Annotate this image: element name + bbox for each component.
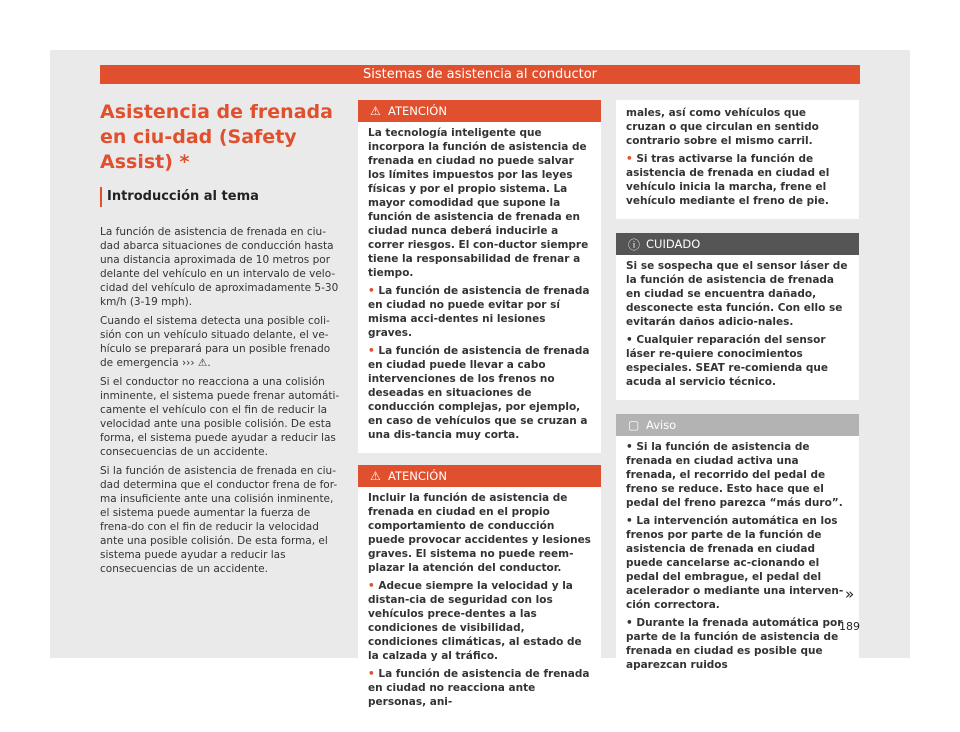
warning-text: La tecnología inteligente que incorpora la función de asistencia de frenada en ciudad no puede salvar los límites impuestos por las leyes físicas y por el propio sistema. La mayor comodidad que supone la función de asistencia de frenada en ciudad nunca deberá inducirle a correr riesgos. El con-ductor siempre tiene la responsabilidad de frenar a tiempo. bbox=[368, 127, 589, 279]
bullet-icon: • bbox=[626, 617, 637, 629]
bullet-icon: • bbox=[626, 515, 637, 527]
page-title: Asistencia de frenada en ciu-dad (Safety Assist) * bbox=[100, 101, 333, 173]
warning-header bbox=[358, 465, 601, 487]
warning-heading: ATENCIÓN bbox=[388, 104, 447, 118]
caution-body bbox=[616, 255, 859, 400]
bullet-text: La intervención automática en los frenos por parte de la función de asistencia de frenada en ciudad puede cancelarse ac-cionando el pedal del embrague, el pedal del acelerador o mediante una interven-ción correctora. bbox=[626, 515, 844, 611]
bullet-item bbox=[368, 667, 591, 709]
bullet-text: Adecue siempre la velocidad y la distan-cia de seguridad con los vehículos prece-dentes a las condiciones de visibilidad, condiciones climáticas, al estado de la calzada y al tráfico. bbox=[368, 580, 582, 662]
bullet-text: Cualquier reparación del sensor láser re-quiere conocimientos especiales. SEAT re-comienda que acuda al servicio técnico. bbox=[626, 334, 828, 388]
caution-heading: CUIDADO bbox=[646, 237, 701, 251]
column-notes bbox=[616, 100, 859, 695]
continue-arrow-icon: » bbox=[845, 585, 855, 603]
warning-continuation-box bbox=[616, 100, 859, 219]
bullet-icon: • bbox=[368, 345, 379, 357]
bullet-text: Si tras activarse la función de asistencia de frenada en ciudad el vehículo inicia la marcha, frene el vehículo mediante el freno de pie. bbox=[626, 153, 830, 207]
note-box bbox=[616, 414, 859, 683]
paragraph: La función de asistencia de frenada en ciu-dad abarca situaciones de conducción hasta una distancia aproximada de 10 metros por delante del vehículo en un intervalo de velo-cidad del vehículo de aproximadamente 5-30 km/h (3-19 mph). bbox=[100, 226, 339, 308]
bullet-icon: • bbox=[368, 580, 379, 592]
bullet-text: La función de asistencia de frenada en ciudad no puede evitar por sí misma acci-dentes ni lesiones graves. bbox=[368, 285, 590, 339]
paragraph: Si el conductor no reacciona a una colisión inminente, el sistema puede frenar automáti-camente el vehículo con el fin de reducir la velocidad ante una posible colisión. De esta forma, el sistema puede ayudar a reducir las consecuencias de un accidente. bbox=[100, 376, 340, 458]
bullet-text: La función de asistencia de frenada en ciudad no reacciona ante personas, ani- bbox=[368, 668, 590, 708]
bullet-item bbox=[626, 152, 849, 208]
bullet-icon: • bbox=[626, 334, 637, 346]
warning-triangle-icon: ⚠ bbox=[370, 104, 381, 118]
note-header bbox=[616, 414, 859, 436]
bullet-item bbox=[626, 514, 849, 612]
bullet-item bbox=[626, 616, 849, 672]
note-heading: Aviso bbox=[646, 418, 677, 432]
warning-box bbox=[358, 100, 601, 453]
info-circle-icon: ⓘ bbox=[628, 237, 641, 252]
warning-heading: ATENCIÓN bbox=[388, 469, 447, 483]
bullet-icon: • bbox=[626, 441, 637, 453]
bullet-text: Si la función de asistencia de frenada en ciudad activa una frenada, el recorrido del pedal de freno se reduce. Esto hace que el pedal del freno parezca “más duro”. bbox=[626, 441, 843, 509]
caution-text: Si se sospecha que el sensor láser de la función de asistencia de frenada en ciudad se encuentra dañado, desconecte esta función. Con ello se evitarán daños adicio-nales. bbox=[626, 260, 848, 328]
note-icon: ▢ bbox=[628, 418, 640, 432]
section-subtitle: Introducción al tema bbox=[100, 187, 343, 207]
warning-box bbox=[358, 465, 601, 720]
bullet-text: La función de asistencia de frenada en ciudad puede llevar a cabo intervenciones de los frenos no deseadas en situaciones de conducción complejas, por ejemplo, en caso de vehículos que se cruzan a una dis-tancia muy corta. bbox=[368, 345, 590, 441]
warning-body bbox=[358, 487, 601, 720]
bullet-text: Durante la frenada automática por parte de la función de asistencia de frenada en ciudad es posible que aparezcan ruidos bbox=[626, 617, 843, 671]
bullet-item bbox=[626, 333, 849, 389]
caution-header bbox=[616, 233, 859, 255]
bullet-item bbox=[368, 579, 591, 663]
paragraph: Si la función de asistencia de frenada en ciu-dad determina que el conductor frena de for-ma insuficiente ante una colisión inminente, el sistema puede aumentar la fuerza de frena-do con el fin de reducir la velocidad ante una posible colisión. De esta forma, el sistema puede ayudar a reducir las consecuencias de un accidente. bbox=[100, 465, 338, 575]
bullet-icon: • bbox=[368, 668, 379, 680]
caution-box bbox=[616, 233, 859, 400]
warning-triangle-icon: ⚠ bbox=[370, 469, 381, 483]
bullet-item bbox=[368, 344, 591, 442]
warning-text: Incluir la función de asistencia de frenada en ciudad en el propio comportamiento de conducción puede provocar accidentes y lesiones graves. El sistema no puede reem-plazar la atención del conductor. bbox=[368, 492, 591, 574]
bullet-item bbox=[626, 440, 849, 510]
section-header: Sistemas de asistencia al conductor bbox=[100, 65, 860, 84]
page-number: 189 bbox=[839, 620, 860, 633]
warning-body bbox=[358, 122, 601, 453]
warning-text: males, así como vehículos que cruzan o que circulan en sentido contrario sobre el mismo carril. bbox=[626, 107, 819, 147]
column-warnings bbox=[358, 100, 601, 732]
warning-header bbox=[358, 100, 601, 122]
warning-body bbox=[616, 100, 859, 219]
paragraph: Cuando el sistema detecta una posible coli-sión con un vehículo situado delante, el ve-hículo se preparará para un posible frenado de emergencia ››› ⚠. bbox=[100, 315, 331, 369]
note-body bbox=[616, 436, 859, 683]
bullet-icon: • bbox=[368, 285, 379, 297]
bullet-icon: • bbox=[626, 153, 637, 165]
column-intro bbox=[100, 100, 343, 581]
intro-text bbox=[100, 225, 343, 576]
bullet-item bbox=[368, 284, 591, 340]
